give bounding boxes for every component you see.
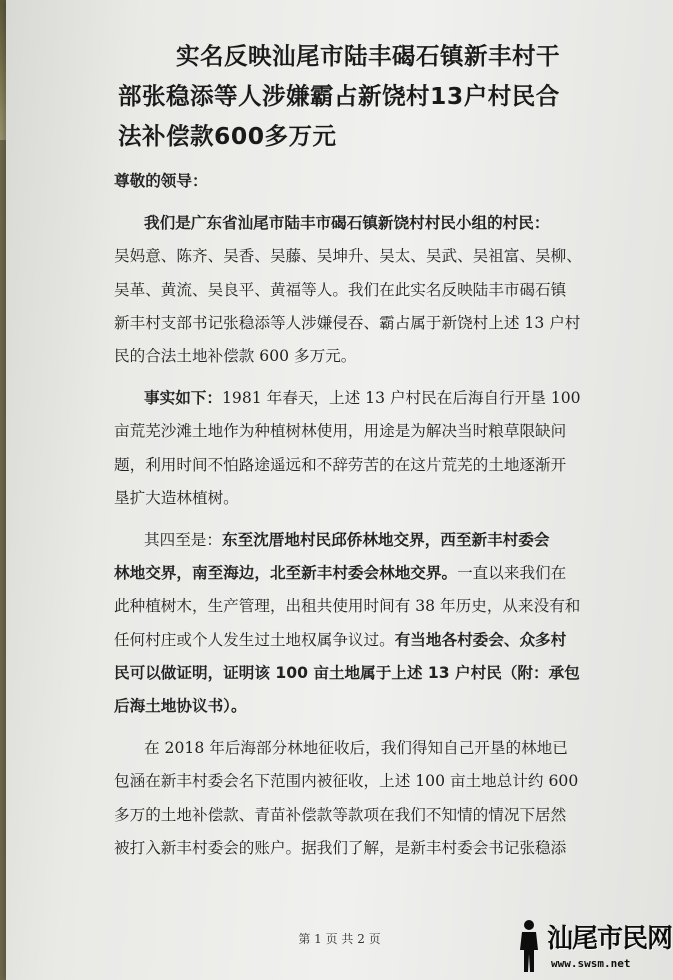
paragraph-1-line-3: 吴革、黄流、吴良平、黄福等人。我们在此实名反映陆丰市碣石镇 <box>114 280 567 299</box>
boundaries-text-1: 东至沈厝地村民邱侨林地交界，西至新丰村委会 <box>221 531 550 550</box>
paragraph-4-line-4: 被打入新丰村委会的账户。据我们了解，是新丰村委会书记张稳添 <box>114 838 567 857</box>
paragraph-3-line-5: 民可以做证明，证明该 100 亩土地属于上述 13 户村民（附：承包 <box>114 663 580 682</box>
document-title <box>118 36 618 156</box>
person-silhouette-icon <box>513 918 545 974</box>
title-line-3: 法补偿款600多万元 <box>118 122 337 150</box>
paragraph-4-line-2: 包涵在新丰村委会名下范围内被征收，上述 100 亩土地总计约 600 <box>114 772 579 791</box>
page-number: 第 1 页 共 2 页 <box>298 932 381 946</box>
paragraph-2-line-4: 垦扩大造林植树。 <box>114 488 239 507</box>
facts-label: 事实如下： <box>144 389 222 408</box>
salutation: 尊敬的领导： <box>114 172 208 190</box>
title-line-1: 实名反映汕尾市陆丰碣石镇新丰村干 <box>176 42 560 70</box>
paragraph-3-line-2 <box>114 557 644 590</box>
no-dispute-text: 任何村庄或个人发生过土地权属争议过。 <box>114 630 395 649</box>
usage-text-start: 一直以来我们在 <box>457 564 567 583</box>
watermark-name: 汕尾市民网 <box>547 924 673 954</box>
boundaries-label: 其四至是： <box>144 531 222 550</box>
watermark-url: www.swsm.net <box>551 957 631 970</box>
paragraph-3-line-1 <box>114 524 644 557</box>
paragraph-4-line-1: 在 2018 年后海部分林地征收后，我们得知自己开垦的林地已 <box>144 739 568 758</box>
paragraph-2-line-3: 题，利用时间不怕路途遥远和不辞劳苦的在这片荒芜的土地逐渐开 <box>114 455 567 474</box>
paragraph-4-line-3: 多万的土地补偿款、青苗补偿款等款项在我们不知情的情况下居然 <box>114 805 567 824</box>
paragraph-1-line-1: 我们是广东省汕尾市陆丰市碣石镇新饶村村民小组的村民： <box>144 214 550 233</box>
paragraph-2-line-2: 亩荒芜沙滩土地作为种植树林使用，用途是为解决当时粮草限缺问 <box>114 422 567 441</box>
document-body <box>114 165 644 865</box>
paragraph-1-line-4: 新丰村支部书记张稳添等人涉嫌侵吞、霸占属于新饶村上述 13 户村 <box>114 313 581 332</box>
paragraph-1-line-2: 吴妈意、陈齐、吴香、吴藤、吴坤升、吴太、吴武、吴祖富、吴柳、 <box>114 247 582 266</box>
paragraph-3-line-4 <box>114 624 644 657</box>
witness-text-start: 有当地各村委会、众多村 <box>394 630 567 649</box>
watermark-logo <box>507 916 673 976</box>
paragraph-3-line-6: 后海土地协议书）。 <box>114 697 247 716</box>
facts-text: 1981 年春天，上述 13 户村民在后海自行开垦 100 <box>221 389 581 408</box>
paragraph-2-line-1 <box>114 382 644 415</box>
title-line-2: 部张稳添等人涉嫌霸占新饶村13户村民合 <box>118 82 560 110</box>
paragraph-1-line-5: 民的合法土地补偿款 600 多万元。 <box>114 347 357 366</box>
document-page <box>6 0 673 980</box>
boundaries-text-2: 林地交界，南至海边，北至新丰村委会林地交界。 <box>114 564 458 583</box>
paragraph-3-line-3: 此种植树木，生产管理，出租共使用时间有 38 年历史，从来没有和 <box>114 597 581 616</box>
